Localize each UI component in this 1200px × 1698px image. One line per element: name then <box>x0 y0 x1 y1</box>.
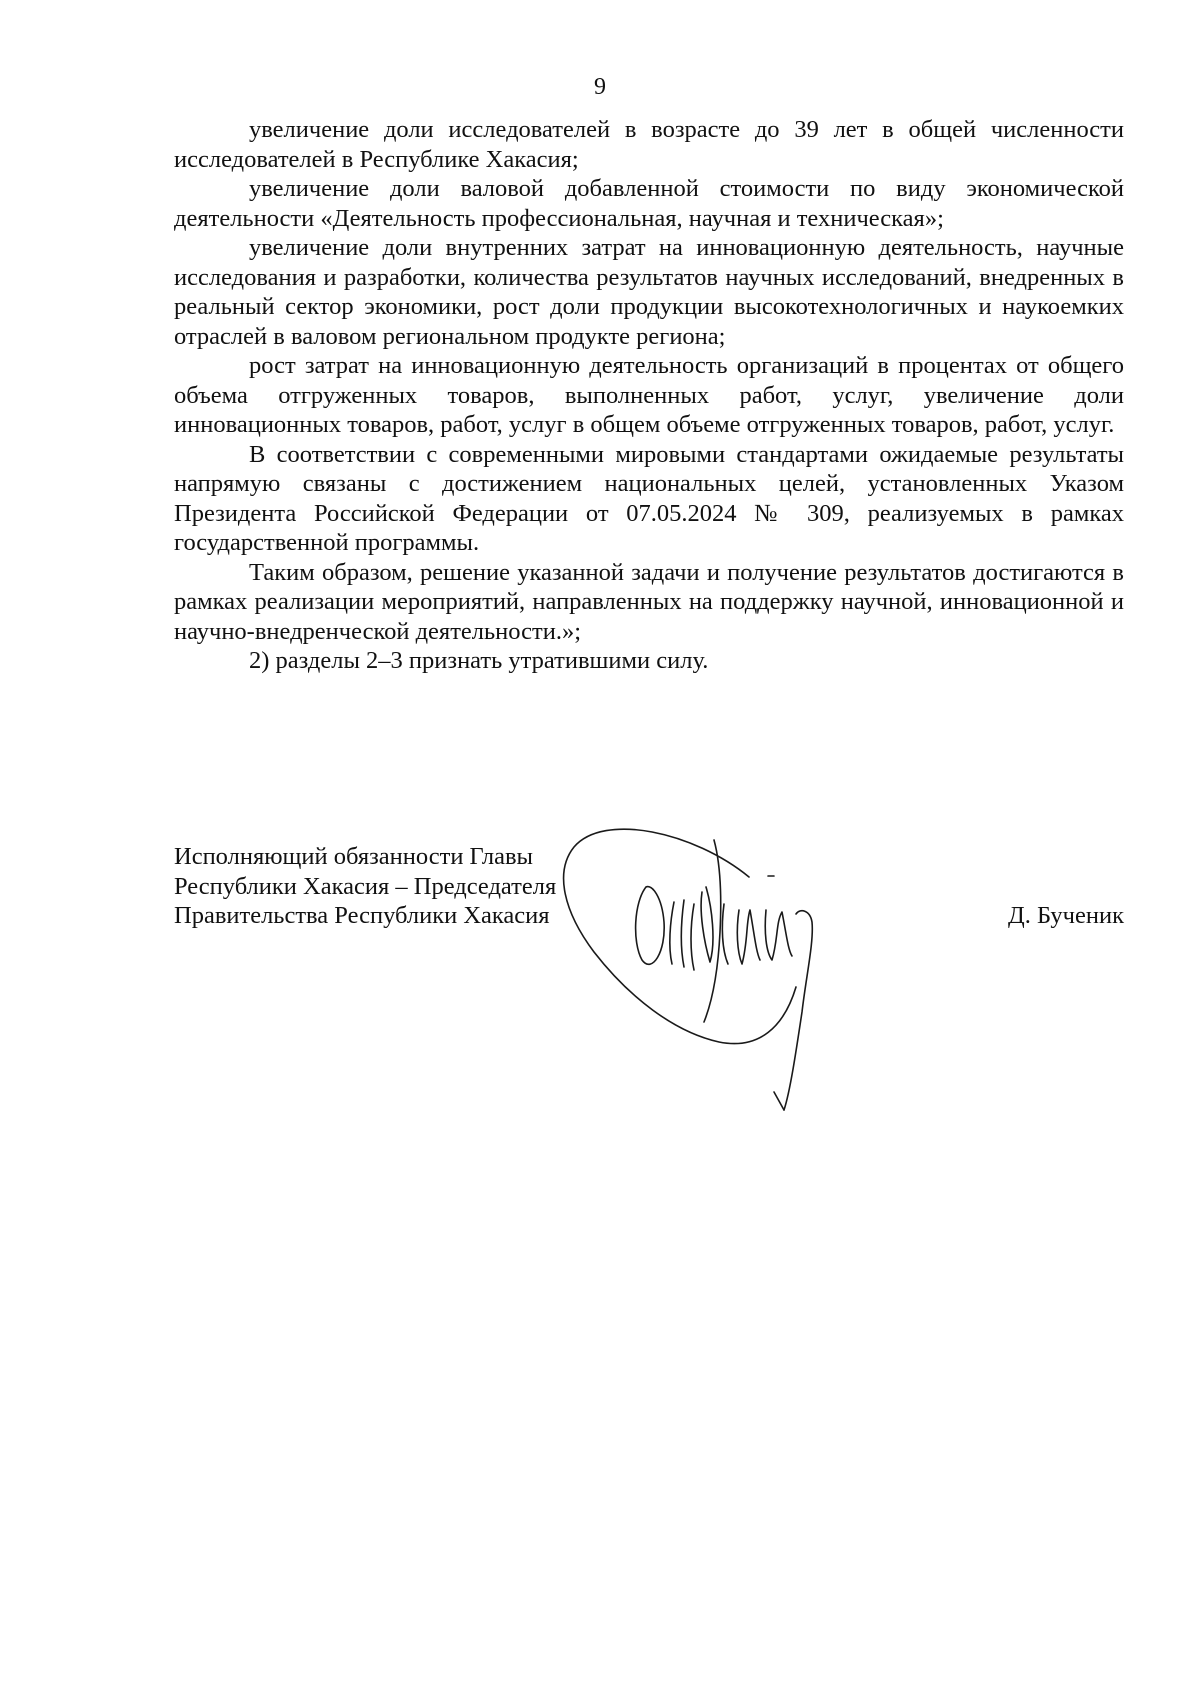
document-body <box>174 115 1124 676</box>
page-number: 9 <box>594 74 606 100</box>
signer-title-line: Правительства Республики Хакасия <box>174 902 550 929</box>
signer-title-line: Исполняющий обязанности Главы <box>174 843 534 870</box>
signer-title <box>174 842 556 931</box>
paragraph-researchers-share: увеличение доли исследователей в возрасте до 39 лет в общей численности исследователей в Республике Хакасия; <box>174 116 1124 173</box>
paragraph-gross-value-added: увеличение доли валовой добавленной стоимости по виду экономической деятельности «Деятельность профессиональная, научная и техническая»; <box>174 175 1124 232</box>
signer-name: Д. Бученик <box>1008 902 1124 929</box>
paragraph-internal-costs: увеличение доли внутренних затрат на инновационную деятельность, научные исследования и разработки, количества результатов научных исследований, внедренных в реальный сектор экономики, рост доли продукции высокотехнологичных и наукоемких отраслей в валовом региональном продукте региона; <box>174 234 1124 350</box>
paragraph-conclusion: Таким образом, решение указанной задачи и получение результатов достигаются в рамках реализации мероприятий, направленных на поддержку научной, инновационной и научно-внедренческой деятельности.»; <box>174 558 1124 645</box>
signer-title-line: Республики Хакасия – Председателя <box>174 872 557 900</box>
paragraph-sections-repealed: 2) разделы 2–3 признать утратившими силу. <box>249 647 709 674</box>
signature-block <box>174 842 1124 1122</box>
paragraph-national-goals: В соответствии с современными мировыми стандартами ожидаемые результаты напрямую связаны с достижением национальных целей, установленных Указом Президента Российской Федерации от 07.05.2024 № 309, реализуемых в рамках государственной программы. <box>174 440 1124 556</box>
paragraph-innovation-costs: рост затрат на инновационную деятельность организаций в процентах от общего объема отгруженных товаров, выполненных работ, услуг, увеличение доли инновационных товаров, работ, услуг в общем объеме отгруженных товаров, работ, услуг. <box>174 352 1124 438</box>
handwritten-signature-icon <box>534 792 934 1112</box>
